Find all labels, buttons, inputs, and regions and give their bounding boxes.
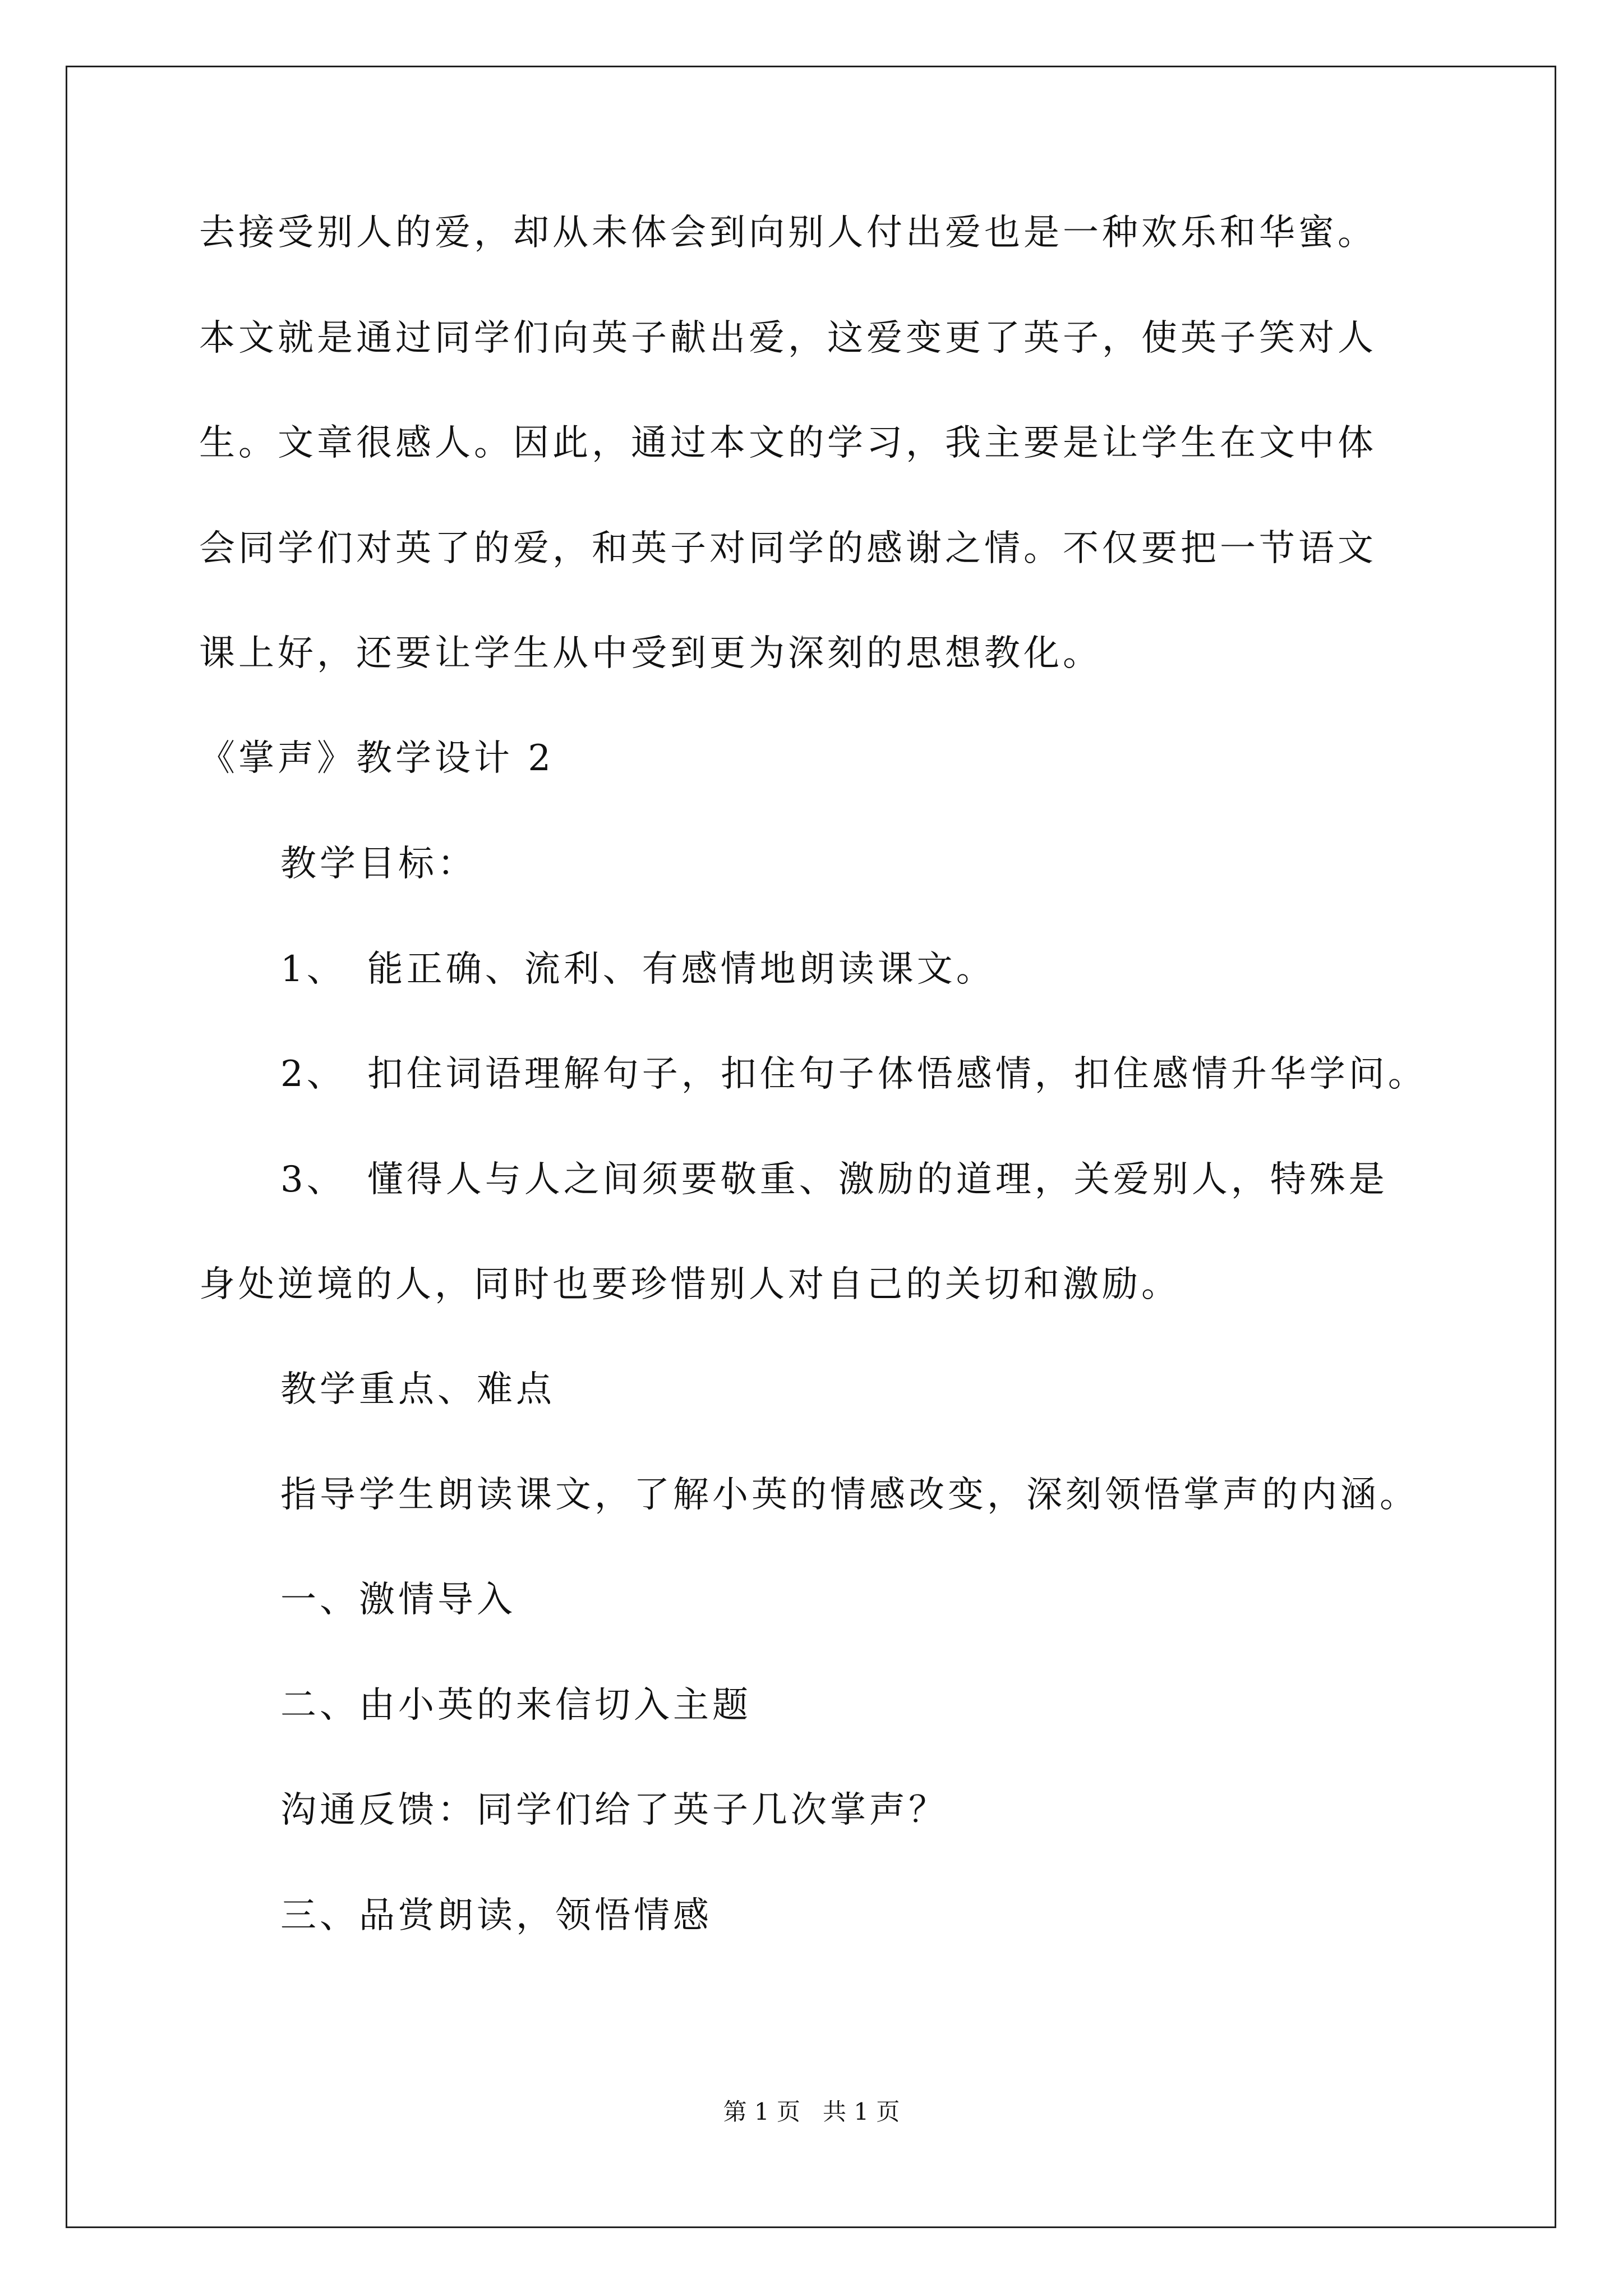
page-number: 第 1 页 — [723, 2098, 800, 2125]
objectives-heading: 教学目标： — [280, 843, 477, 885]
feedback-question: 沟通反馈：同学们给了英子几次掌声？ — [280, 1789, 948, 1831]
body-line-3: 生。文章很感人。因此，通过本文的学习，我主要是让学生在文中体 — [199, 422, 1377, 464]
page-total: 共 1 页 — [823, 2098, 900, 2125]
objective-1: 1、 能正确、流利、有感情地朗读课文。 — [280, 949, 995, 990]
objective-3-line-1: 3、 懂得人与人之间须要敬重、激励的道理，关爱别人，特殊是 — [280, 1159, 1388, 1200]
objective-2: 2、 扣住词语理解句子，扣住句子体悟感情，扣住感情升华学问。 — [280, 1053, 1427, 1095]
key-points-heading: 教学重点、难点 — [280, 1369, 555, 1410]
objective-3-line-2: 身处逆境的人，同时也要珍惜别人对自己的关切和激励。 — [199, 1264, 1181, 1305]
body-line-1: 去接受别人的爱，却从未体会到向别人付出爱也是一种欢乐和华蜜。 — [199, 212, 1377, 254]
step-3: 三、品赏朗读，领悟情感 — [280, 1895, 712, 1936]
key-points-text: 指导学生朗读课文，了解小英的情感改变，深刻领悟掌声的内涵。 — [280, 1474, 1419, 1516]
section-title: 《掌声》教学设计 2 — [199, 738, 555, 779]
page-footer — [0, 2098, 1623, 2126]
body-line-5: 课上好，还要让学生从中受到更为深刻的思想教化。 — [199, 633, 1102, 674]
body-line-2: 本文就是通过同学们向英子献出爱，这爱变更了英子，使英子笑对人 — [199, 318, 1377, 359]
step-2: 二、由小英的来信切入主题 — [280, 1685, 751, 1726]
body-line-4: 会同学们对英了的爱，和英子对同学的感谢之情。不仅要把一节语文 — [199, 528, 1377, 569]
step-1: 一、激情导入 — [280, 1579, 516, 1621]
